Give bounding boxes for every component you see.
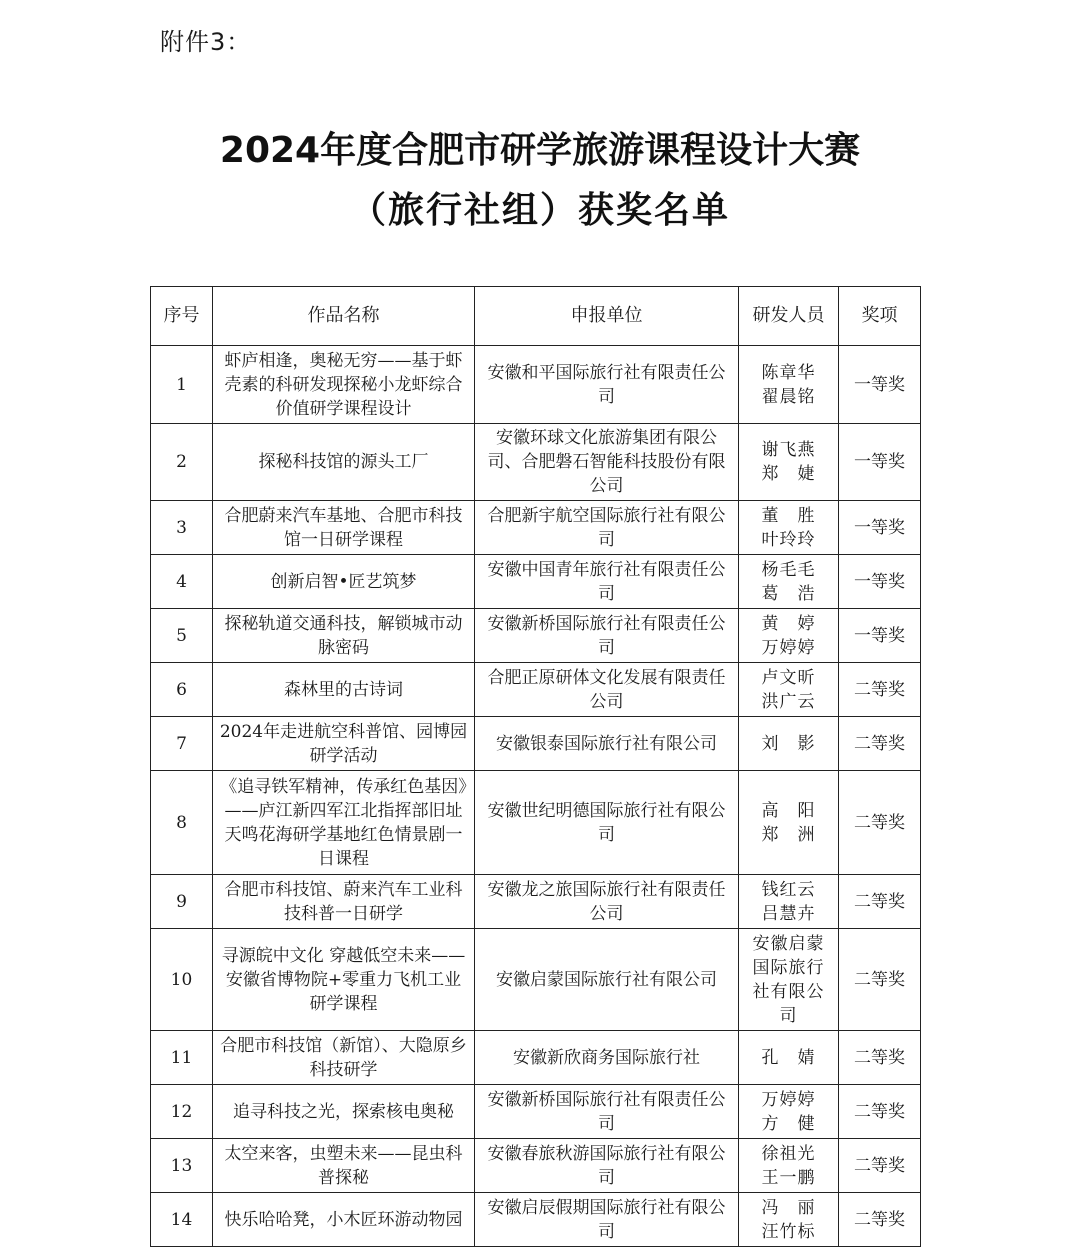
cell-award: 二等奖 (839, 1193, 921, 1247)
cell-number: 3 (151, 501, 213, 555)
cell-developers: 安徽启蒙国际旅行社有限公司 (739, 929, 839, 1031)
cell-work-title: 探秘轨道交通科技，解锁城市动脉密码 (213, 609, 475, 663)
cell-award: 一等奖 (839, 346, 921, 424)
table-row (151, 1139, 921, 1193)
cell-work-title: 合肥蔚来汽车基地、合肥市科技馆一日研学课程 (213, 501, 475, 555)
cell-applicant-unit: 安徽启辰假期国际旅行社有限公司 (475, 1193, 739, 1247)
cell-applicant-unit: 安徽银泰国际旅行社有限公司 (475, 717, 739, 771)
cell-work-title: 《追寻铁军精神，传承红色基因》——庐江新四军江北指挥部旧址 天鸣花海研学基地红色情景剧一日课程 (213, 771, 475, 875)
cell-number: 14 (151, 1193, 213, 1247)
cell-work-title: 追寻科技之光，探索核电奥秘 (213, 1085, 475, 1139)
cell-work-title: 太空来客，虫塑未来——昆虫科普探秘 (213, 1139, 475, 1193)
cell-work-title: 探秘科技馆的源头工厂 (213, 424, 475, 501)
cell-number: 12 (151, 1085, 213, 1139)
cell-number: 8 (151, 771, 213, 875)
table-row (151, 663, 921, 717)
cell-work-title: 快乐哈哈凳，小木匠环游动物园 (213, 1193, 475, 1247)
cell-applicant-unit: 安徽环球文化旅游集团有限公司、合肥磐石智能科技股份有限公司 (475, 424, 739, 501)
cell-applicant-unit: 安徽春旅秋游国际旅行社有限公司 (475, 1139, 739, 1193)
cell-number: 10 (151, 929, 213, 1031)
cell-number: 1 (151, 346, 213, 424)
header-award: 奖项 (839, 287, 921, 346)
cell-award: 二等奖 (839, 663, 921, 717)
cell-developers: 冯 丽 汪竹标 (739, 1193, 839, 1247)
cell-applicant-unit: 安徽中国青年旅行社有限责任公司 (475, 555, 739, 609)
cell-developers: 杨毛毛 葛 浩 (739, 555, 839, 609)
cell-developers: 徐祖光 王一鹏 (739, 1139, 839, 1193)
cell-developers: 钱红云 吕慧卉 (739, 875, 839, 929)
cell-award: 一等奖 (839, 609, 921, 663)
cell-number: 7 (151, 717, 213, 771)
cell-number: 5 (151, 609, 213, 663)
header-people: 研发人员 (739, 287, 839, 346)
header-unit: 申报单位 (475, 287, 739, 346)
cell-work-title: 森林里的古诗词 (213, 663, 475, 717)
table-row (151, 346, 921, 424)
cell-work-title: 虾庐相逢，奥秘无穷——基于虾壳素的科研发现探秘小龙虾综合价值研学课程设计 (213, 346, 475, 424)
cell-number: 9 (151, 875, 213, 929)
cell-award: 二等奖 (839, 1031, 921, 1085)
table-row (151, 424, 921, 501)
cell-applicant-unit: 安徽新欣商务国际旅行社 (475, 1031, 739, 1085)
cell-applicant-unit: 安徽龙之旅国际旅行社有限责任公司 (475, 875, 739, 929)
cell-developers: 刘 影 (739, 717, 839, 771)
cell-award: 二等奖 (839, 771, 921, 875)
table-row (151, 555, 921, 609)
cell-work-title: 合肥市科技馆（新馆）、大隐原乡科技研学 (213, 1031, 475, 1085)
cell-award: 二等奖 (839, 1139, 921, 1193)
cell-number: 13 (151, 1139, 213, 1193)
header-work: 作品名称 (213, 287, 475, 346)
table-row (151, 717, 921, 771)
cell-work-title: 创新启智•匠艺筑梦 (213, 555, 475, 609)
cell-applicant-unit: 安徽新桥国际旅行社有限责任公司 (475, 1085, 739, 1139)
header-no: 序号 (151, 287, 213, 346)
table-row (151, 1085, 921, 1139)
document-title-line-1: 2024年度合肥市研学旅游课程设计大赛 (219, 130, 861, 171)
table-row (151, 609, 921, 663)
cell-applicant-unit: 安徽和平国际旅行社有限责任公司 (475, 346, 739, 424)
cell-developers: 黄 婷 万婷婷 (739, 609, 839, 663)
cell-developers: 陈章华 翟晨铭 (739, 346, 839, 424)
cell-developers: 孔 婧 (739, 1031, 839, 1085)
cell-applicant-unit: 合肥新宇航空国际旅行社有限公司 (475, 501, 739, 555)
cell-developers: 卢文昕 洪广云 (739, 663, 839, 717)
cell-applicant-unit: 安徽世纪明德国际旅行社有限公司 (475, 771, 739, 875)
table-row (151, 929, 921, 1031)
table-header-row (151, 287, 921, 346)
cell-award: 一等奖 (839, 424, 921, 501)
cell-award: 二等奖 (839, 717, 921, 771)
cell-developers: 高 阳 郑 洲 (739, 771, 839, 875)
cell-work-title: 2024年走进航空科普馆、园博园研学活动 (213, 717, 475, 771)
cell-number: 2 (151, 424, 213, 501)
cell-award: 二等奖 (839, 1085, 921, 1139)
cell-award: 一等奖 (839, 555, 921, 609)
cell-developers: 董 胜 叶玲玲 (739, 501, 839, 555)
cell-award: 一等奖 (839, 501, 921, 555)
cell-applicant-unit: 合肥正原研体文化发展有限责任公司 (475, 663, 739, 717)
cell-award: 二等奖 (839, 875, 921, 929)
document-title-line-2: （旅行社组）获奖名单 (349, 190, 730, 231)
cell-developers: 谢飞燕 郑 婕 (739, 424, 839, 501)
cell-award: 二等奖 (839, 929, 921, 1031)
attachment-label: 附件3： (160, 28, 252, 56)
cell-applicant-unit: 安徽启蒙国际旅行社有限公司 (475, 929, 739, 1031)
table-row (151, 1031, 921, 1085)
table-row (151, 771, 921, 875)
cell-number: 4 (151, 555, 213, 609)
table-row (151, 875, 921, 929)
cell-work-title: 寻源皖中文化 穿越低空未来——安徽省博物院+零重力飞机工业研学课程 (213, 929, 475, 1031)
cell-applicant-unit: 安徽新桥国际旅行社有限责任公司 (475, 609, 739, 663)
cell-number: 6 (151, 663, 213, 717)
awards-table (150, 286, 921, 1247)
table-row (151, 1193, 921, 1247)
cell-work-title: 合肥市科技馆、蔚来汽车工业科技科普一日研学 (213, 875, 475, 929)
cell-developers: 万婷婷 方 健 (739, 1085, 839, 1139)
cell-number: 11 (151, 1031, 213, 1085)
table-row (151, 501, 921, 555)
